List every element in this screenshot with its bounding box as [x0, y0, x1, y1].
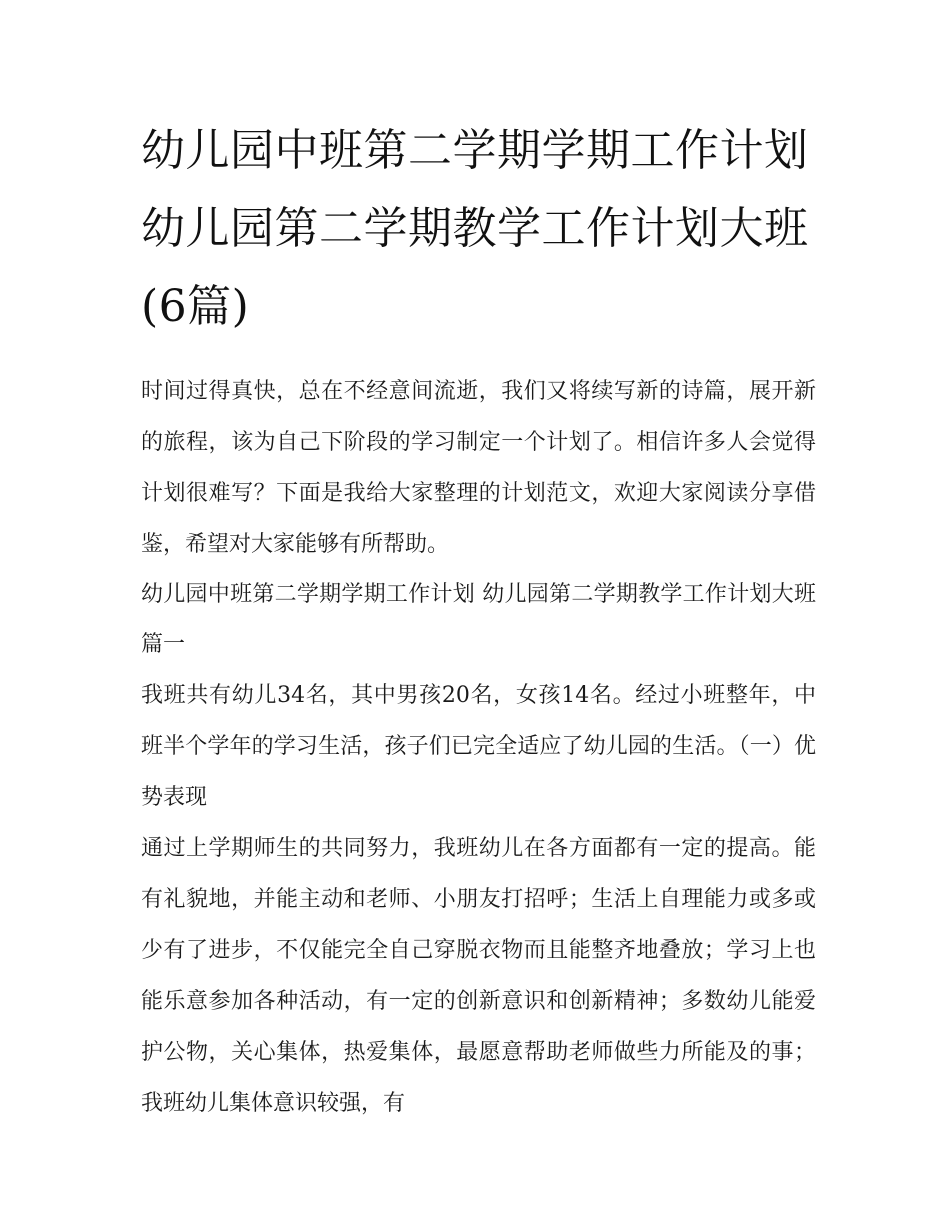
intro-paragraph: 时间过得真快，总在不经意间流逝，我们又将续写新的诗篇，展开新的旅程，该为自己下阶段的学习制定一个计划了。相信许多人会觉得计划很难写？下面是我给大家整理的计划范文，欢迎大家阅读分享借鉴，希望对大家能够有所帮助。: [141, 379, 816, 557]
section-heading-paragraph: 幼儿园中班第二学期学期工作计划 幼儿园第二学期教学工作计划大班篇一: [141, 582, 816, 657]
class-overview-paragraph: 我班共有幼儿34名，其中男孩20名，女孩14名。经过小班整年，中班半个学年的学习生活，孩子们已完全适应了幼儿园的生活。（一）优势表现: [141, 683, 817, 810]
document-title: 幼儿园中班第二学期学期工作计划 幼儿园第二学期教学工作计划大班(6篇): [141, 125, 809, 332]
advantages-paragraph: 通过上学期师生的共同努力，我班幼儿在各方面都有一定的提高。能有礼貌地，并能主动和老师、小朋友打招呼；生活上自理能力或多或少有了进步，不仅能完全自己穿脱衣物而且能整齐地叠放；学习上也能乐意参加各种活动，有一定的创新意识和创新精神；多数幼儿能爱护公物，关心集体，热爱集体，最愿意帮助老师做些力所能及的事；我班幼儿集体意识较强，有: [141, 836, 816, 1116]
document-body: [141, 112, 816, 1129]
